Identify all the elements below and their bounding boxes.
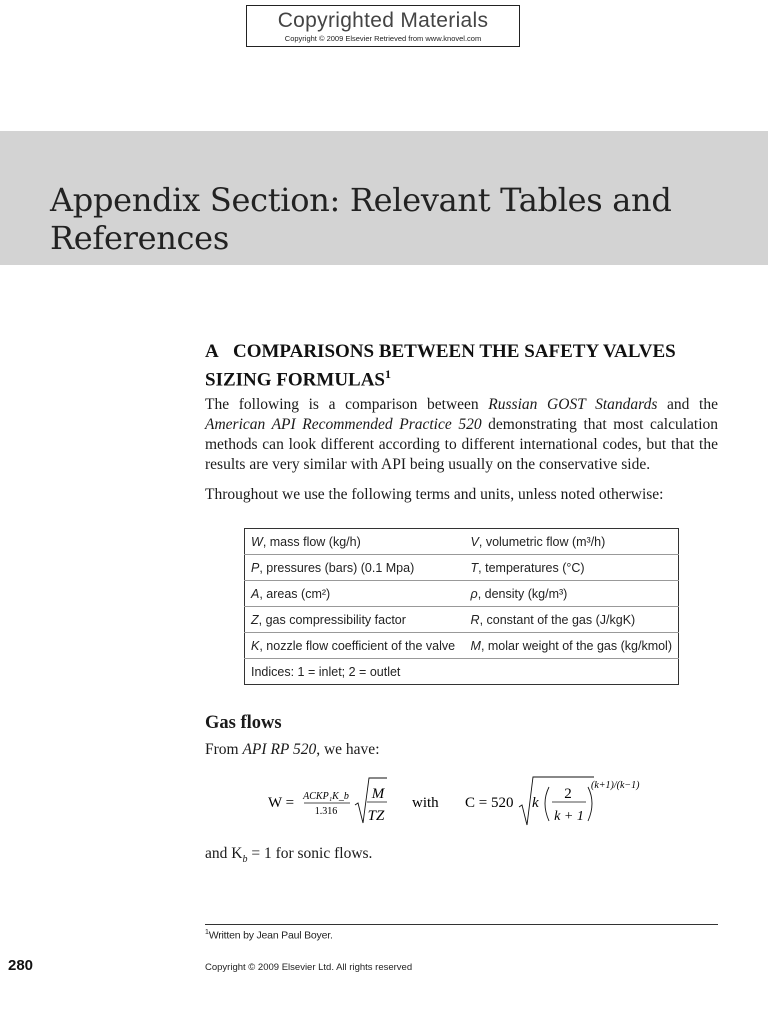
intro-text-3: demonstrating that most calculation methods can look different according to different international codes, but that the results are very similar with API being usually on the conservative side. (205, 416, 719, 473)
gas-flows-heading: Gas flows (205, 713, 282, 733)
source-line (205, 740, 718, 760)
formula-denominator: 1.316 (314, 806, 338, 817)
terms-row (245, 659, 679, 685)
source-suffix: , we have: (316, 741, 380, 758)
formula-root-numerator: M (371, 786, 385, 802)
stamp-title: Copyrighted Materials (277, 9, 489, 32)
indices-cell: Indices: 1 = inlet; 2 = outlet (245, 659, 465, 685)
footnote-reference: 1 (385, 367, 391, 381)
term-description: , nozzle flow coefficient of the valve (259, 638, 456, 653)
footnote (205, 929, 333, 942)
terms-cell (465, 633, 679, 659)
term-description: , volumetric flow (m³/h) (478, 534, 606, 549)
formula-rhs: C = 520 (465, 795, 514, 811)
term-description: , mass flow (kg/h) (262, 534, 361, 549)
term-symbol: K (251, 638, 260, 653)
terms-cell (465, 529, 679, 555)
term-description: , temperatures (°C) (478, 560, 585, 575)
intro-paragraph (205, 395, 718, 475)
intro-text-1: The following is a comparison between (205, 396, 489, 413)
copyright-stamp (246, 5, 520, 47)
chapter-title: Appendix Section: Relevant Tables and References (50, 181, 672, 257)
terms-cell (465, 581, 679, 607)
footnote-text: Written by Jean Paul Boyer. (208, 929, 333, 942)
intro-text-2: and the (657, 396, 718, 413)
section-title: COMPARISONS BETWEEN THE SAFETY VALVES SIZING FORMULAS (205, 341, 676, 391)
formula-graphic (268, 775, 688, 830)
intro-emphasis-api: American API Recommended Practice 520 (205, 416, 482, 433)
term-description: , pressures (bars) (0.1 Mpa) (259, 560, 415, 575)
terms-row (245, 633, 679, 659)
terms-cell (245, 607, 465, 633)
term-symbol: M (470, 638, 481, 653)
term-symbol: V (470, 534, 479, 549)
terms-table (244, 528, 679, 685)
section-letter: A (205, 341, 219, 362)
empty-cell (465, 659, 679, 685)
footnote-mark: 1 (205, 929, 209, 936)
intro-emphasis-gost: Russian GOST Standards (488, 396, 658, 413)
formula-left-paren (545, 787, 549, 821)
copyright-line: Copyright © 2009 Elsevier Ltd. All rights reserved (205, 962, 413, 973)
terms-row (245, 581, 679, 607)
term-symbol: P (251, 560, 260, 575)
formula-lhs: W = (268, 795, 295, 811)
sizing-formula (268, 775, 688, 830)
terms-cell (465, 607, 679, 633)
terms-row (245, 529, 679, 555)
terms-cell (245, 581, 465, 607)
formula-rhs-numerator: 2 (564, 786, 572, 802)
terms-cell (245, 529, 465, 555)
term-symbol: W (251, 534, 263, 549)
terms-cell (465, 555, 679, 581)
formula-right-paren (588, 787, 592, 821)
sonic-flow-note (205, 844, 718, 870)
term-description: , molar weight of the gas (kg/kmol) (480, 638, 672, 653)
term-symbol: A (251, 586, 260, 601)
formula-exponent: (k+1)/(k−1) (591, 780, 640, 791)
term-symbol: ρ (470, 586, 478, 601)
source-reference: API RP 520 (242, 741, 317, 758)
section-heading (205, 341, 725, 391)
units-intro: Throughout we use the following terms and units, unless noted otherwise: (205, 486, 664, 503)
term-description: , gas compressibility factor (258, 612, 406, 627)
formula-root-denominator: TZ (367, 808, 385, 824)
stamp-subtitle: Copyright © 2009 Elsevier Retrieved from www.knovel.com (284, 34, 482, 43)
term-symbol: R (470, 612, 480, 627)
term-symbol: T (470, 560, 479, 575)
source-prefix: From (205, 741, 243, 758)
formula-numerator: ACKP₁K_b (303, 791, 349, 802)
terms-cell (245, 633, 465, 659)
term-symbol: Z (251, 612, 259, 627)
formula-rhs-k: k (532, 795, 539, 811)
formula-rhs-denominator: k + 1 (554, 809, 584, 824)
terms-row (245, 607, 679, 633)
formula-with: with (412, 795, 439, 811)
terms-cell (245, 555, 465, 581)
terms-row (245, 555, 679, 581)
note-prefix: and K (205, 845, 243, 862)
term-description: , density (kg/m³) (477, 586, 568, 601)
note-suffix: = 1 for sonic flows. (247, 845, 373, 862)
note-subscript: b (242, 854, 248, 866)
term-description: , areas (cm²) (259, 586, 331, 601)
term-description: , constant of the gas (J/kgK) (479, 612, 636, 627)
footnote-divider (205, 924, 718, 925)
page-number: 280 (8, 957, 34, 974)
